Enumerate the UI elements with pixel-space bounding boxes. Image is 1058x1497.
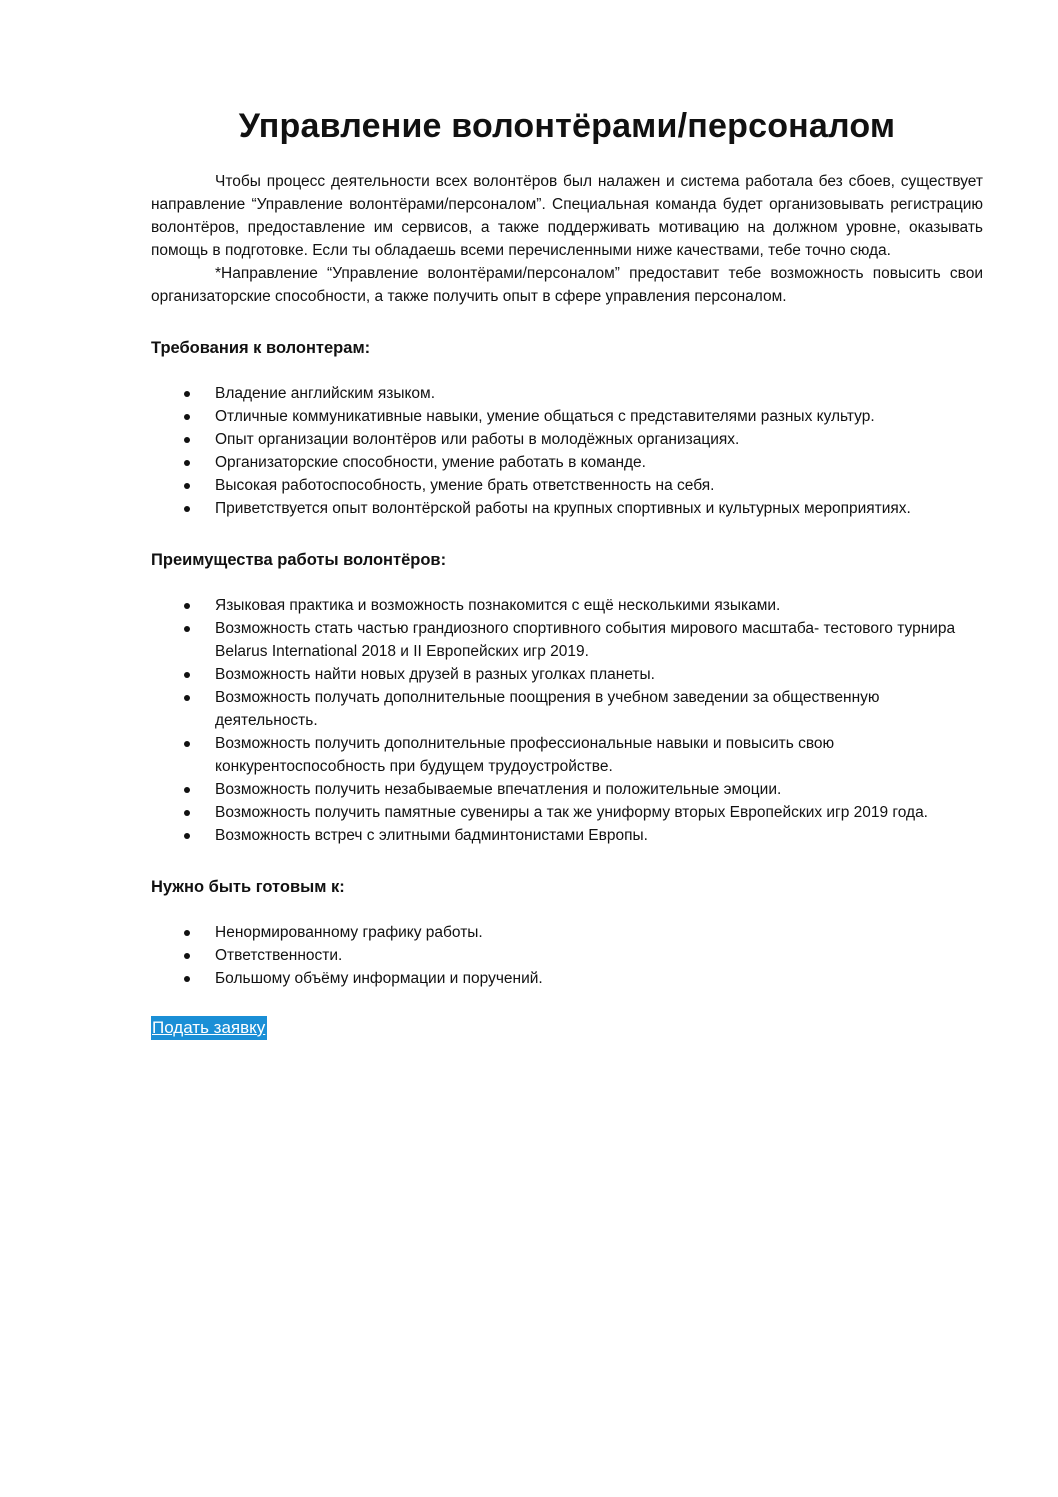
intro-paragraph-1: Чтобы процесс деятельности всех волонтёров был налажен и система работала без сбоев, существует направление “Управление волонтёрами/персоналом”. Специальная команда будет организовывать регистрацию волонтёров, предоставление им сервисов, а также поддерживать мотивацию на должном уровне, оказывать помощь в подготовке. Если ты обладаешь всеми перечисленными ниже качествами, тебе точно сюда.	[151, 173, 983, 259]
list-item: Возможность получить дополнительные профессиональные навыки и повысить свою конкурентоспособность при будущем трудоустройстве.	[151, 732, 983, 778]
benefits-list	[151, 594, 983, 847]
list-item: Высокая работоспособность, умение брать ответственность на себя.	[151, 474, 983, 497]
bullet-icon	[184, 506, 190, 512]
page-title: Управление волонтёрами/персоналом	[238, 107, 896, 145]
document-page	[151, 104, 983, 1040]
list-item: Возможность найти новых друзей в разных уголках планеты.	[151, 663, 983, 686]
list-item: Возможность получить памятные сувениры а так же униформу вторых Европейских игр 2019 года.	[151, 801, 983, 824]
bullet-icon	[184, 930, 190, 936]
list-item: Владение английским языком.	[151, 382, 983, 405]
bullet-icon	[184, 741, 190, 747]
bullet-icon	[184, 603, 190, 609]
bullet-icon	[184, 787, 190, 793]
list-item: Возможность получать дополнительные поощрения в учебном заведении за общественную деятельность.	[151, 686, 983, 732]
readiness-list	[151, 921, 983, 990]
list-item: Организаторские способности, умение работать в команде.	[151, 451, 983, 474]
list-item: Ответственности.	[151, 944, 983, 967]
bullet-icon	[184, 833, 190, 839]
bullet-icon	[184, 695, 190, 701]
list-item: Возможность встреч с элитными бадминтонистами Европы.	[151, 824, 983, 847]
bullet-icon	[184, 391, 190, 397]
bullet-icon	[184, 414, 190, 420]
bullet-icon	[184, 672, 190, 678]
benefits-heading: Преимущества работы волонтёров:	[151, 551, 447, 569]
apply-link[interactable]: Подать заявку	[151, 1016, 267, 1040]
list-item: Опыт организации волонтёров или работы в молодёжных организациях.	[151, 428, 983, 451]
bullet-icon	[184, 483, 190, 489]
bullet-icon	[184, 460, 190, 466]
requirements-list	[151, 382, 983, 520]
list-item: Приветствуется опыт волонтёрской работы на крупных спортивных и культурных мероприятиях.	[151, 497, 983, 520]
bullet-icon	[184, 437, 190, 443]
bullet-icon	[184, 953, 190, 959]
list-item: Языковая практика и возможность познакомится с ещё несколькими языками.	[151, 594, 983, 617]
list-item: Отличные коммуникативные навыки, умение общаться с представителями разных культур.	[151, 405, 983, 428]
list-item: Возможность стать частью грандиозного спортивного события мирового масштаба- тестового турнира Belarus International 2018 и II Европейских игр 2019.	[151, 617, 983, 663]
intro-paragraph-2: *Направление “Управление волонтёрами/персоналом” предоставит тебе возможность повысить свои организаторские способности, а также получить опыт в сфере управления персоналом.	[151, 265, 983, 305]
list-item: Большому объёму информации и поручений.	[151, 967, 983, 990]
bullet-icon	[184, 810, 190, 816]
requirements-heading: Требования к волонтерам:	[151, 339, 371, 357]
list-item: Возможность получить незабываемые впечатления и положительные эмоции.	[151, 778, 983, 801]
bullet-icon	[184, 626, 190, 632]
list-item: Ненормированному графику работы.	[151, 921, 983, 944]
bullet-icon	[184, 976, 190, 982]
readiness-heading: Нужно быть готовым к:	[151, 878, 345, 896]
